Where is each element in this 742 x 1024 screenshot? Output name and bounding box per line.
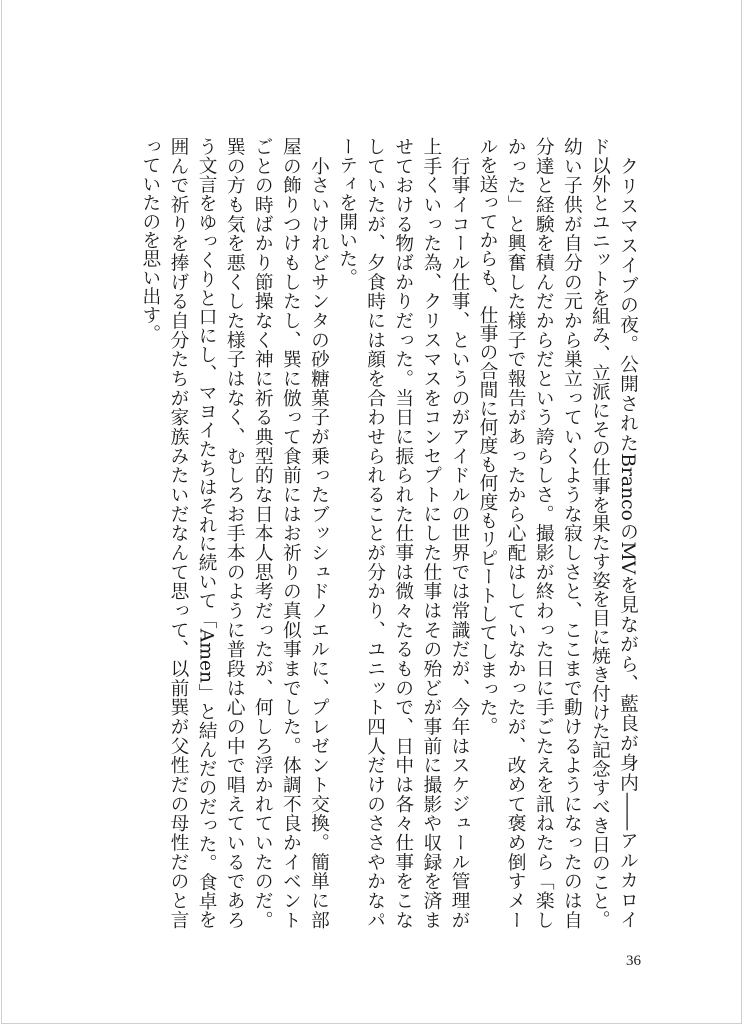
text-column: ルを送ってからも、仕事の合間に何度も何度もリピートしてしまった。 bbox=[476, 137, 498, 736]
text-column: せておける物ばかりだった。当日に振られた仕事は微々たるもので、日中は各々仕事をこな bbox=[392, 137, 414, 929]
text-column: 囲んで祈りを捧げる自分たちが家族みたいだなんて思って、以前巽が父性だの母性だのと言 bbox=[167, 137, 189, 929]
text-column: クリスマスイブの夜。公開されたBrancoのMVを見ながら、藍良が身内――アルカロイ bbox=[617, 137, 638, 929]
text-column: 屋の飾りつけもしたし、巽に倣って食前にはお祈りの真似事までした。体調不良かイベント bbox=[279, 137, 301, 929]
page-number: 36 bbox=[626, 953, 641, 969]
text-column: 幼い子供が自分の元から巣立っていくような寂しさと、ここまで動けるようになったのは自 bbox=[560, 137, 582, 929]
text-column: 小さいけれどサンタの砂糖菓子が乗ったブッシュドノエルに、プレゼント交換。簡単に部 bbox=[307, 137, 329, 929]
text-column: ド以外とユニットを組み、立派にその仕事を果たす姿を目に焼き付けた記念すべき日のこと。 bbox=[588, 137, 610, 929]
text-column: 上手くいった為、クリスマスをコンセプトにした仕事はその殆どが事前に撮影や収録を済ま bbox=[420, 137, 442, 929]
text-column: う文言をゆっくりと口にし、マヨイたちはそれに続いて「Amen」と結んだのだった。食卓を bbox=[195, 137, 217, 929]
text-column: ごとの時ばかり節操なく神に祈る典型的な日本人思考だったが、何しろ浮かれていたのだ。 bbox=[251, 137, 273, 929]
body-text bbox=[135, 137, 641, 929]
text-column: かった」と興奮した様子で報告があったから心配はしていなかったが、改めて褒め倒すメー bbox=[504, 137, 526, 929]
text-column: 行事イコール仕事、というのがアイドルの世界では常識だが、今年はスケジュール管理が bbox=[448, 137, 470, 929]
text-column: ーティを開いた。 bbox=[336, 137, 358, 287]
book-page bbox=[1, 0, 742, 1024]
text-column: 巽の方も気を悪くした様子はなく、むしろお手本のように普段は心の中で唱えているであろ bbox=[223, 137, 245, 929]
text-column: 分達と経験を積んだからだという誇らしさ。撮影が終わった日に手ごたえを訊ねたら「楽し bbox=[532, 137, 554, 929]
text-column: っていたのを思い出す。 bbox=[139, 137, 161, 343]
text-column: していたが、夕食時には顔を合わせられることが分かり、ユニット四人だけのささやかなパ bbox=[364, 137, 386, 929]
